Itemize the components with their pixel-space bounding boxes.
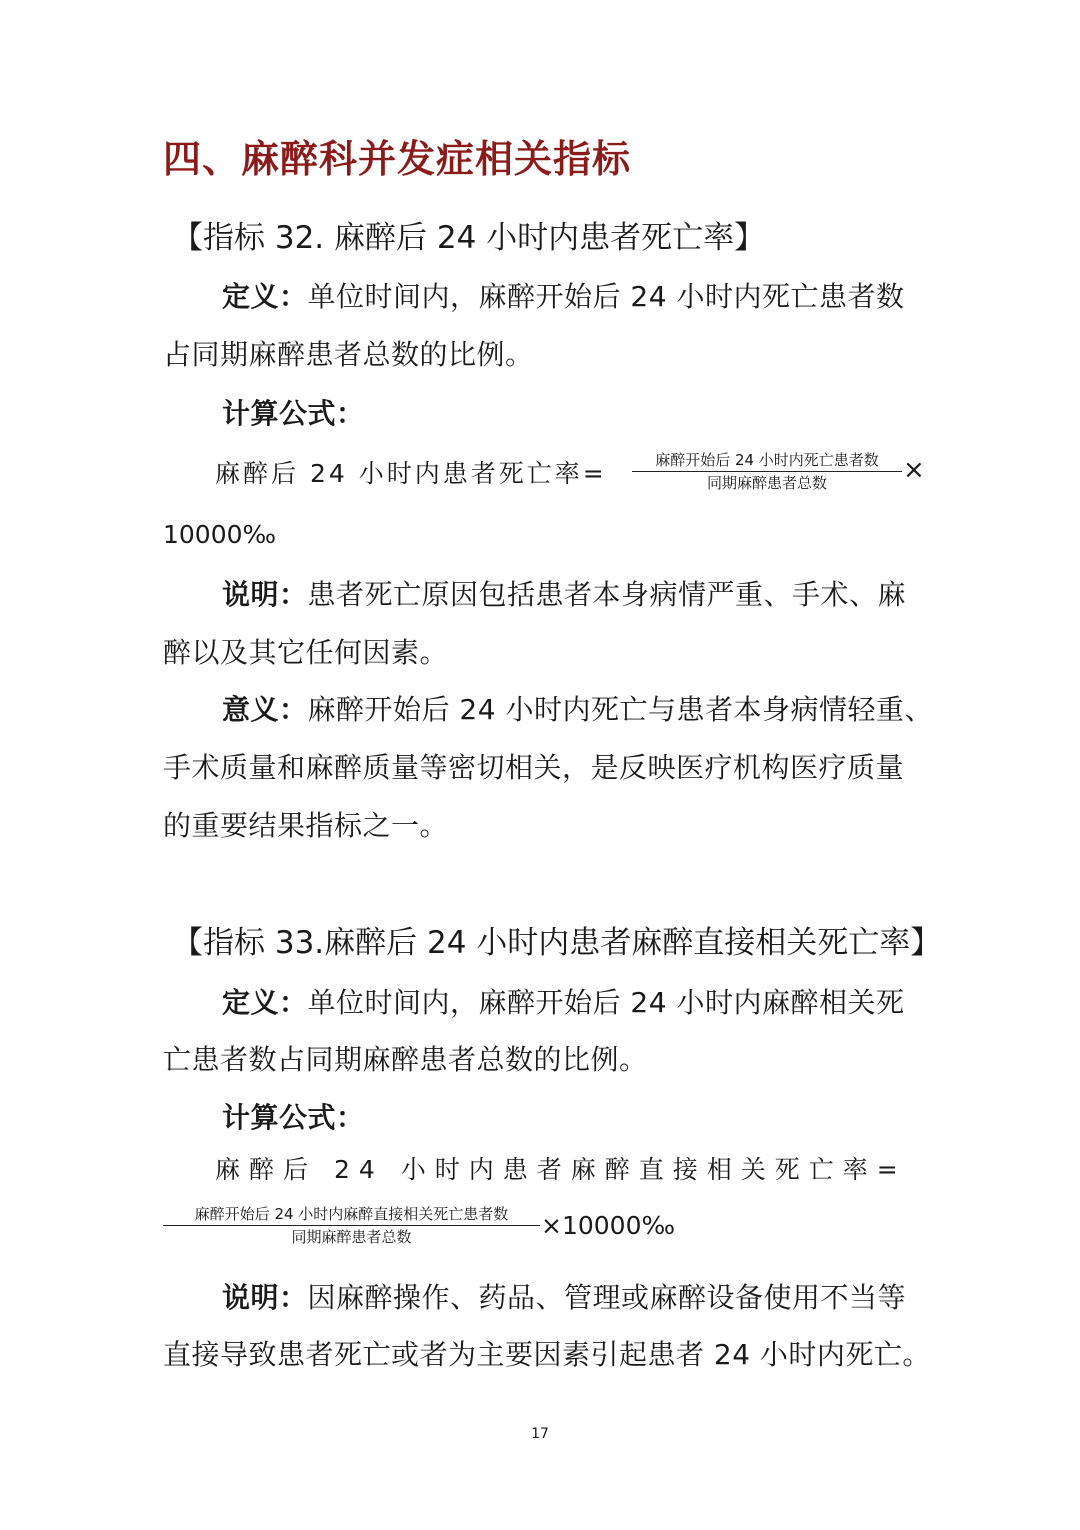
note-label: 说明： (222, 578, 308, 611)
formula-denominator: 同期麻醉患者总数 (706, 474, 827, 492)
meaning-label: 意义： (222, 693, 308, 726)
fraction-bar (632, 471, 902, 472)
indicator-32-definition (222, 275, 904, 315)
indicator-32-note (222, 573, 906, 613)
formula-denominator: 同期麻醉患者总数 (291, 1228, 412, 1246)
indicator-33-definition-cont: 亡患者数占同期麻醉患者总数的比例。 (163, 1043, 648, 1076)
indicator-32-formula-fraction (632, 450, 902, 493)
indicator-32-meaning (222, 688, 933, 728)
note-label: 说明： (222, 1281, 308, 1314)
page-number: 17 (531, 1426, 549, 1442)
definition-label: 定义： (222, 986, 308, 1019)
formula-numerator: 麻醉开始后 24 小时内死亡患者数 (655, 451, 879, 469)
indicator-33-formula-label: 计算公式： (222, 1101, 365, 1134)
indicator-32-meaning-cont1: 手术质量和麻醉质量等密切相关，是反映医疗机构医疗质量 (163, 751, 905, 784)
indicator-33-note-cont: 直接导致患者死亡或者为主要因素引起患者 24 小时内死亡。 (163, 1338, 931, 1371)
indicator-33-definition (222, 981, 904, 1021)
fraction-bar (163, 1225, 540, 1226)
indicator-33-formula-lhs: 麻醉后 24 小时内患者麻醉直接相关死亡率= (215, 1155, 907, 1184)
indicator-32-title: 【指标 32. 麻醉后 24 小时内患者死亡率】 (172, 220, 766, 256)
indicator-33-title: 【指标 33.麻醉后 24 小时内患者麻醉直接相关死亡率】 (172, 925, 942, 961)
indicator-32-formula-lhs: 麻醉后 24 小时内患者死亡率= (215, 459, 607, 488)
formula-multiplier: ×10000‰ (541, 1211, 676, 1240)
indicator-33-note (222, 1276, 906, 1316)
indicator-32-meaning-cont2: 的重要结果指标之一。 (163, 809, 449, 842)
section-title: 四、麻醉科并发症相关指标 (163, 137, 632, 181)
formula-multiplier: 10000‰ (163, 520, 277, 549)
indicator-32-note-cont: 醉以及其它任何因素。 (163, 636, 449, 669)
meaning-text: 麻醉开始后 24 小时内死亡与患者本身病情轻重、 (307, 693, 933, 726)
indicator-32-formula-label: 计算公式： (222, 397, 365, 430)
note-text: 因麻醉操作、药品、管理或麻醉设备使用不当等 (307, 1281, 907, 1314)
formula-times: × (903, 455, 925, 485)
formula-numerator: 麻醉开始后 24 小时内麻醉直接相关死亡患者数 (194, 1205, 509, 1223)
indicator-32-definition-cont: 占同期麻醉患者总数的比例。 (163, 338, 534, 371)
definition-label: 定义： (222, 280, 308, 313)
definition-text: 单位时间内，麻醉开始后 24 小时内死亡患者数 (307, 280, 905, 313)
note-text: 患者死亡原因包括患者本身病情严重、手术、麻 (307, 578, 907, 611)
indicator-33-formula-fraction (163, 1204, 540, 1247)
definition-text: 单位时间内，麻醉开始后 24 小时内麻醉相关死 (307, 986, 905, 1019)
